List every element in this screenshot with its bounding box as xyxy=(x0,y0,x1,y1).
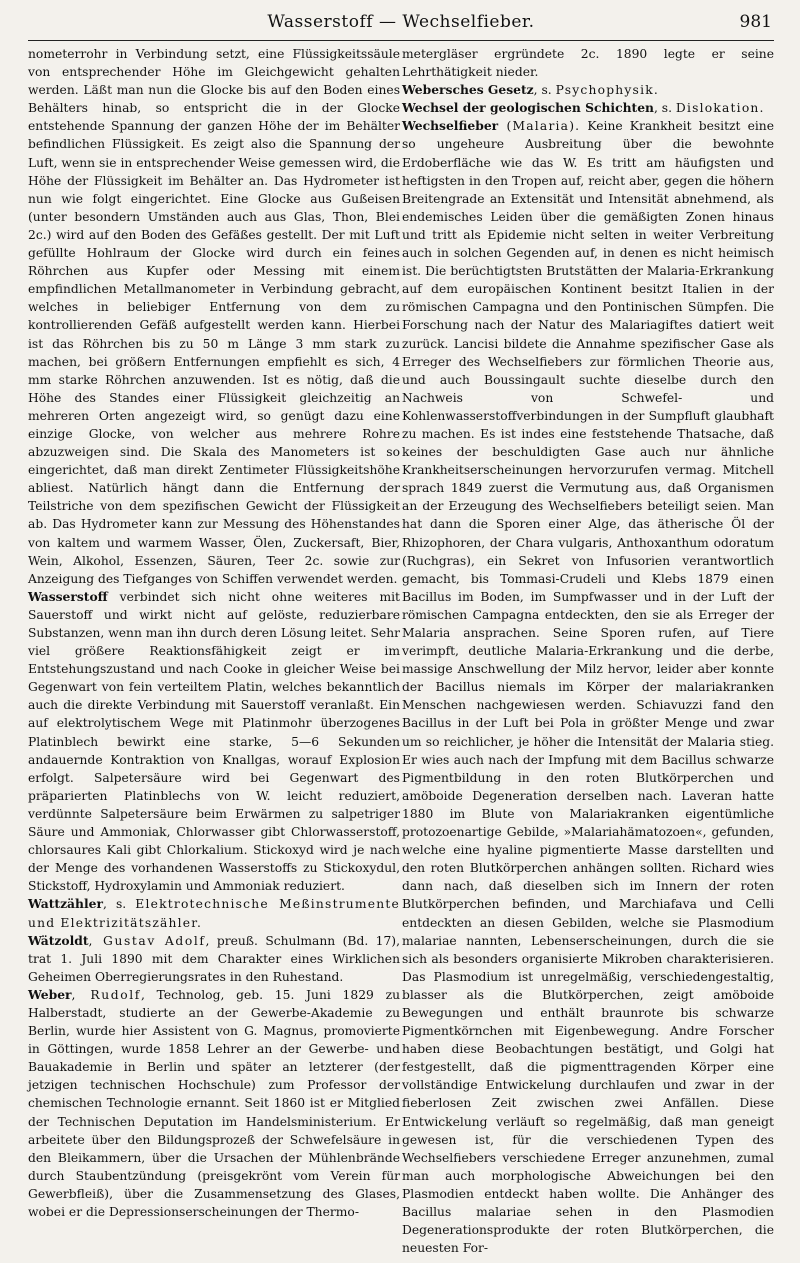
cross-reference: Elektrotechnische Meßinstrumente und Elektrizitätszähler. xyxy=(28,897,400,930)
paragraph-text: nometerrohr in Verbindung setzt, eine Flüssigkeitssäule von entsprechender Höhe im Gleichgewicht gehalten werden. Läßt man nun die Glocke bis auf den Boden eines Behälters hinab, so entspricht die in der Glocke entstehende Spannung der ganzen Höhe der im Behälter befindlichen Flüssigkeit. Es zeigt also die Spannung der Luft, wenn sie in entsprechender Weise gemessen wird, die Höhe der Flüssigkeit im Behälter an. Das Hydrometer ist nun wie folgt eingerichtet. Eine Glocke aus Gußeisen (unter besondern Umständen auch aus Glas, Thon, Blei 2c.) wird auf den Boden des Gefäßes gestellt. Der mit Luft gefüllte Hohlraum der Glocke wird durch ein feines Röhrchen aus Kupfer oder Messing mit einem empfindlichen Metallmanometer in Verbindung gebracht, welches in beliebiger Entfernung von dem zu kontrollierenden Gefäß aufgestellt werden kann. Hierbei ist das Röhrchen bis zu 50 m Länge 3 mm stark zu machen, bei größern Entfernungen empfiehlt es sich, 4 mm starke Röhrchen anzuwenden. Ist es nötig, daß die Höhe des Standes einer Flüssigkeit gleichzeitig an mehreren Orten angezeigt wird, so genügt dazu eine einzige Glocke, von welcher aus mehrere Rohre abzuzweigen sind. Die Skala des Manometers ist so eingerichtet, daß man direkt Zentimeter Flüssigkeitshöhe abliest. Natürlich hängt dann die Entfernung der Teilstriche von dem spezifischen Gewicht der Flüssigkeit ab. Das Hydrometer kann zur Messung des Höhenstandes von kaltem und warmem Wasser, Ölen, Zuckersaft, Bier, Wein, Alkohol, Essenzen, Säuren, Teer 2c. sowie zur Anzeigung des Tiefganges von Schiffen verwendet werden. xyxy=(28,47,400,586)
running-header xyxy=(28,0,774,41)
entry-wattzaehler xyxy=(28,895,400,931)
entry-text: verbindet sich nicht ohne weiteres mit Sauerstoff und wirkt nicht auf gelöste, reduzierbare Substanzen, wenn man ihn durch deren Lösung leitet. Sehr viel größere Reaktionsfähigkeit zeigt er im Entstehungszustand und nach Cooke in gleicher Weise bei Gegenwart von fein verteiltem Platin, welches bekanntlich auch die direkte Verbindung mit Sauerstoff veranlaßt. Ein auf elektrolytischem Wege mit Platinmohr überzogenes Platinblech bewirkt eine starke, 5—6 Sekunden andauernde Kontraktion von Knallgas, worauf Explosion erfolgt. Salpetersäure wird bei Gegenwart des präparierten Platinblechs von W. leicht reduziert, verdünnte Salpetersäure beim Erwärmen zu salpetriger Säure und Ammoniak, Chlorwasser gibt Chlorwasserstoff, chlorsaures Kali gibt Chlorkalium. Stickoxyd wird je nach der Menge des vorhandenen Wasserstoffs zu Stickoxydul, Stickstoff, Hydroxylamin und Ammoniak reduziert. xyxy=(28,589,400,894)
entry-alias: (Malaria). xyxy=(498,119,581,134)
entry-wechselfieber xyxy=(402,117,774,1257)
cross-reference: Dislokation. xyxy=(675,101,765,116)
page-title: Wasserstoff — Wechselfieber. xyxy=(267,12,535,32)
cross-reference: Psychophysik. xyxy=(555,83,659,98)
entry-text: , preuß. Schulmann (Bd. 17), trat 1. Juli 1890 mit dem Charakter eines Wirklichen Geheimen Oberregierungsrates in den Ruhestand. xyxy=(28,933,400,984)
entry-keyword: Wechselfieber xyxy=(402,118,499,134)
entry-keyword: Weber xyxy=(28,986,72,1002)
entry-keyword: Wechsel der geologischen Schichten xyxy=(402,100,654,116)
entry-waetzoldt xyxy=(28,932,400,986)
entry-name: , Gustav Adolf xyxy=(88,933,206,948)
entry-keyword: Wätzoldt xyxy=(28,932,89,948)
entry-name: , Rudolf xyxy=(71,987,141,1002)
entry-keyword: Webersches Gesetz xyxy=(402,82,534,98)
entry-text: , s. xyxy=(102,897,136,912)
entry-wasserstoff xyxy=(28,588,400,896)
page-number: 981 xyxy=(739,12,772,32)
left-column xyxy=(28,45,400,1257)
entry-text: , s. xyxy=(653,101,676,116)
entry-weber-continued xyxy=(402,45,774,81)
entry-text: Keine Krankheit besitzt eine so ungeheure Ausbreitung über die bewohnte Erdoberfläche wie das W. Es tritt am häufigsten und heftigsten in den Tropen auf, reicht aber, gegen die höhern Breitengrade an Extensität und Intensität abnehmend, als endemisches Leiden über die gemäßigten Zonen hinaus und tritt als Epidemie nicht selten in weiter Verbreitung auch in solchen Gegenden auf, in denen es nicht heimisch ist. Die berüchtigtsten Brutstätten der Malaria-Erkrankung auf dem europäischen Kontinent besitzt Italien in der römischen Campagna und den Pontinischen Sümpfen. Die Forschung nach der Natur des Malariagiftes datiert weit zurück. Lancisi bildete die Annahme spezifischer Gase als Erreger des Wechselfiebers zur förmlichen Theorie aus, und auch Boussingault suchte dieselbe durch den Nachweis von Schwefel- und Kohlenwasserstoffverbindungen in der Sumpfluft glaubhaft zu machen. Es ist indes eine feststehende Thatsache, daß keines der beschuldigten Gase auch nur ähnliche Krankheitserscheinungen hervorzurufen vermag. Mitchell sprach 1849 zuerst die Vermutung aus, daß Organismen an der Erzeugung des Wechselfiebers beteiligt seien. Man hat dann die Sporen einer Alge, das ätherische Öl der Rhizophoren, der Chara vulgaris, Anthoxanthum odoratum (Ruchgras), ein Sekret von Infusorien verantwortlich gemacht, bis Tommasi-Crudeli und Klebs 1879 einen Bacillus im Boden, im Sumpfwasser und in der Luft der römischen Campagna entdeckten, den sie als Erreger der Malaria ansprachen. Seine Sporen rufen, auf Tiere verimpft, deutliche Malaria-Erkrankung und die derbe, massige Anschwellung der Milz hervor, leider aber konnte der Bacillus niemals im Körper der malariakranken Menschen nachgewiesen werden. Schiavuzzi fand den Bacillus in der Luft bei Pola in größter Menge und zwar um so reichlicher, je höher die Intensität der Malaria stieg. Er wies auch nach der Impfung mit dem Bacillus schwarze Pigmentbildung in den roten Blutkörperchen und amöboide Degeneration derselben nach. Laveran hatte 1880 im Blute von Malariakranken eigentümliche protozoenartige Gebilde, »Malariahämatozoen«, gefunden, welche eine hyaline pigmentierte Masse darstellten und den roten Blutkörperchen anhängen sollten. Richard wies dann nach, daß dieselben sich im Innern der roten Blutkörperchen befinden, und Marchiafava und Celli entdeckten an diesen Gebilden, welche sie Plasmodium malariae nannten, Lebenserscheinungen, durch die sie sich als besonders organisierte Mikroben charakterisieren. Das Plasmodium ist unregelmäßig, verschiedengestaltig, blasser als die Blutkörperchen, zeigt amöboide Bewegungen und enthält braunrote bis schwarze Pigmentkörnchen mit Eigenbewegung. Andre Forscher haben diese Beobachtungen bestätigt, und Golgi hat festgestellt, daß die pigmenttragenden Körper eine vollständige Entwickelung durchlaufen und zwar in der fieberlosen Zeit zwischen zwei Anfällen. Diese Entwickelung verläuft so regelmäßig, daß man geneigt gewesen ist, für die verschiedenen Typen des Wechselfiebers verschiedene Erreger anzunehmen, zumal man auch morphologische Abweichungen bei den Plasmodien entdeckt haben wollte. Die Anhänger des Bacillus malariae sehen in den Plasmodien Degenerationsprodukte der roten Blutkörperchen, die neuesten For- xyxy=(402,119,774,1256)
text-columns xyxy=(28,45,774,1257)
entry-text: , Technolog, geb. 15. Juni 1829 zu Halberstadt, studierte an der Gewerbe-Akademie zu Berlin, wurde hier Assistent von G. Magnus, promovierte in Göttingen, wurde 1858 Lehrer an der Gewerbe- und Bauakademie in Berlin und später an letzterer (der jetzigen technischen Hochschule) zum Professor der chemischen Technologie ernannt. Seit 1860 ist er Mitglied der Technischen Deputation im Handelsministerium. Er arbeitete über den Bildungsprozeß der Schwefelsäure in den Bleikammern, über die Ursachen der Mühlenbrände durch Staubentzündung (preisgekrönt vom Verein für Gewerbfleiß), über die Zusammensetzung des Glases, wobei er die Depressionserscheinungen der Thermo- xyxy=(28,987,400,1219)
entry-text: metergläser ergründete 2c. 1890 legte er seine Lehrthätigkeit nieder. xyxy=(402,47,774,80)
right-column xyxy=(402,45,774,1257)
entry-text: , s. xyxy=(533,83,556,98)
paragraph-hydrometer xyxy=(28,45,400,588)
entry-webersches-gesetz xyxy=(402,81,774,99)
entry-wechsel-schichten xyxy=(402,99,774,117)
entry-keyword: Wasserstoff xyxy=(28,588,108,604)
entry-keyword: Wattzähler xyxy=(28,896,103,912)
entry-weber xyxy=(28,986,400,1221)
